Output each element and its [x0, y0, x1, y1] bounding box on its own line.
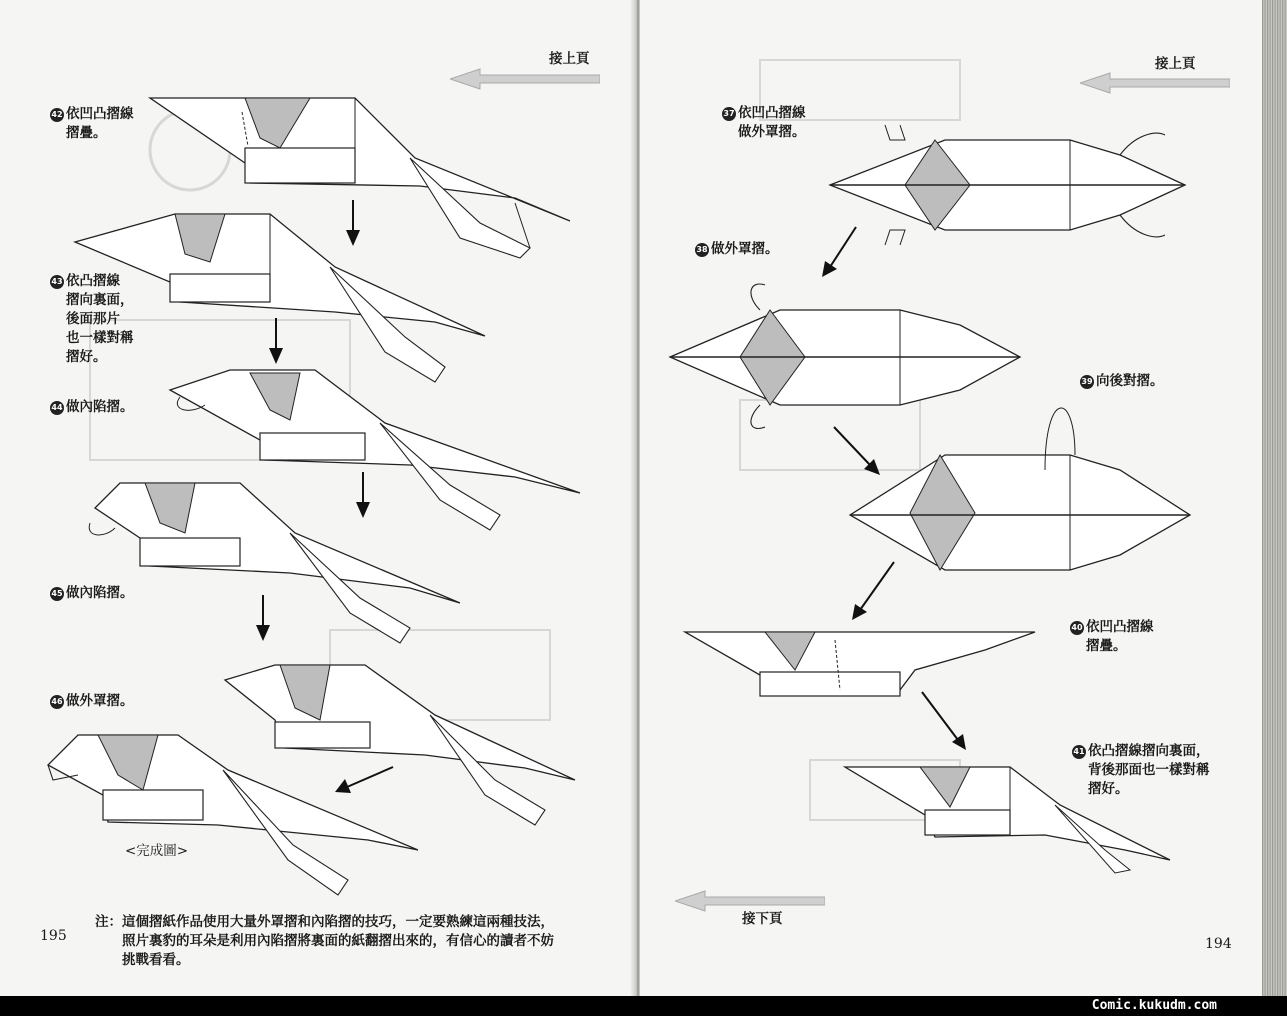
step-arrow-icon	[820, 225, 860, 280]
step-37-label: 37 依凹凸摺線 做外罩摺。	[723, 105, 806, 140]
step-number-badge: 42	[50, 108, 64, 122]
page-number: 194	[1205, 936, 1232, 952]
step-45-label: 45 做內陷摺。	[51, 585, 134, 601]
origami-figure-step-45	[90, 478, 470, 658]
step-42-label: 42 依凹凸摺線 摺疊。	[51, 106, 134, 141]
left-page	[0, 0, 636, 996]
step-41-label: 41 依凸摺線摺向裏面， 背後那面也一樣對稱 摺好。	[1073, 743, 1210, 797]
step-number-badge: 39	[1080, 375, 1094, 389]
step-number-badge: 37	[722, 107, 736, 121]
page-number: 195	[40, 928, 67, 944]
step-number-badge: 44	[50, 401, 64, 415]
page-edge	[1262, 0, 1287, 996]
step-arrow-icon	[255, 595, 271, 643]
right-page	[640, 0, 1268, 996]
step-39-label: 39 向後對摺。	[1081, 373, 1164, 389]
origami-figure-step-37	[830, 110, 1200, 260]
step-number-badge: 43	[50, 275, 64, 289]
step-number-badge: 46	[50, 695, 64, 709]
step-arrow-icon	[268, 318, 284, 366]
origami-figure-step-40	[685, 630, 1040, 720]
continued-from-label: 接上頁	[549, 51, 590, 67]
continued-from-arrow-icon	[450, 68, 600, 90]
step-number-badge: 38	[695, 243, 709, 257]
completed-figure-label: <完成圖>	[125, 843, 189, 859]
continued-to-label: 接下頁	[742, 911, 783, 927]
step-40-label: 40 依凹凸摺線 摺疊。	[1071, 619, 1154, 654]
step-38-label: 38 做外罩摺。	[696, 241, 779, 257]
step-arrow-icon	[920, 690, 970, 750]
note-block: 注：這個摺紙作品使用大量外罩摺和內陷摺的技巧，一定要熟練這兩種技法， 照片裏豹的耳朵是利用內陷摺將裏面的紙翻摺出來的，有信心的讀者不妨 挑戰看看。	[95, 914, 554, 968]
origami-figure-step-39	[850, 395, 1200, 580]
step-arrow-icon	[850, 560, 898, 622]
origami-figure-completed	[48, 730, 428, 900]
step-number-badge: 45	[50, 587, 64, 601]
step-46-label: 46 做外罩摺。	[51, 693, 134, 709]
step-43-label: 43 依凸摺線 摺向裏面， 後面那片 也一樣對稱 摺好。	[51, 273, 134, 365]
origami-figure-step-41	[845, 765, 1175, 875]
continued-from-arrow-icon	[1080, 72, 1230, 94]
continued-to-arrow-icon	[675, 890, 825, 912]
watermark: Comic.kukudm.com	[1091, 998, 1217, 1013]
step-44-label: 44 做內陷摺。	[51, 399, 134, 415]
step-number-badge: 41	[1072, 745, 1086, 759]
step-number-badge: 40	[1070, 621, 1084, 635]
continued-from-label: 接上頁	[1155, 56, 1196, 72]
